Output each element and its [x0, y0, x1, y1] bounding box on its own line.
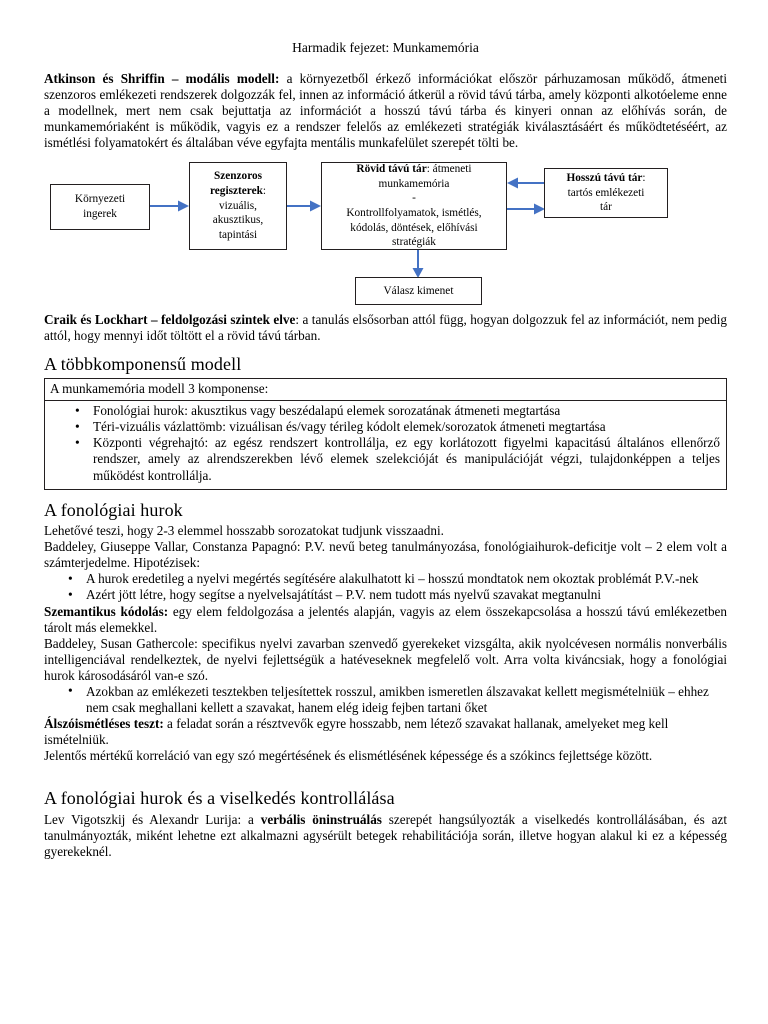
- semantic-coding-lead: Szemantikus kódolás:: [44, 603, 169, 619]
- diagram-box-response-output: [355, 277, 482, 305]
- alszo-test-text: a feladat során a résztvevők egyre hosszabb, nem létező szavakat hallanak, amelyeket meg kell ismételniük.: [44, 715, 669, 747]
- atkinson-paragraph: [44, 71, 727, 151]
- list-item: • Azért jött létre, hogy segítse a nyelvelsajátítást – P.V. nem tudott más nyelvű szavakat megtanulni: [44, 587, 727, 603]
- multicomponent-table-header: A munkamemória modell 3 komponense:: [45, 379, 726, 402]
- response-label: Válasz kimenet: [383, 284, 454, 297]
- hypotheses-list: [44, 571, 727, 603]
- arrow-env-to-sensory-icon: [150, 199, 190, 213]
- list-item: • A hurok eredetileg a nyelvi megértés segítésére alakulhatott ki – hosszú mondtatok nem okoztak problémát P.V.-nek: [44, 571, 727, 587]
- list-item: • Téri-vizuális vázlattömb: vizuálisan és/vagy térileg kódolt elemek/sorozatok átmeneti megtartása: [51, 419, 720, 435]
- ltm-title: Hosszú távú tár:: [566, 172, 646, 185]
- arrow-ltm-to-stm-icon: [507, 176, 545, 190]
- arrow-stm-to-response-icon: [411, 250, 425, 278]
- behavior-bold-term: verbális öninstruálás: [260, 811, 382, 827]
- behavior-part-1: Lev Vigotszkij és Alexandr Lurija: a: [44, 811, 261, 827]
- heading-behavior-control: A fonológiai hurok és a viselkedés kontrollálása: [44, 787, 395, 808]
- craik-paragraph: [44, 312, 727, 344]
- sensory-line-1: vizuális,: [219, 199, 257, 212]
- atkinson-shiffrin-diagram: [44, 162, 727, 310]
- phonological-loop-block: [44, 523, 727, 764]
- findings-list: [44, 684, 727, 716]
- arrow-stm-to-ltm-icon: [507, 202, 545, 216]
- stm-line-6: stratégiák: [392, 236, 436, 249]
- page-title: Harmadik fejezet: Munkamemória: [292, 40, 479, 55]
- craik-text: : a tanulás elsősorban attól függ, hogyan dolgozzuk fel az információt, nem pedig attól, hogy mennyi időt töltött el a rövid távú tárban.: [44, 312, 728, 344]
- sensory-title-1: Szenzoros: [213, 170, 263, 183]
- behavior-control-para: [44, 812, 727, 860]
- craik-lead: Craik és Lockhart – feldolgozási szintek elve: [44, 312, 296, 328]
- sensory-title-2: regiszterek:: [209, 185, 267, 198]
- stm-line-3: -: [412, 192, 416, 205]
- ltm-line-2: tartós emlékezeti: [567, 186, 645, 199]
- ltm-line-3: tár: [600, 201, 612, 214]
- env-line-2: ingerek: [83, 208, 117, 221]
- stm-title: Rövid távú tár: átmeneti: [356, 163, 472, 176]
- list-item: • Azokban az emlékezeti tesztekben teljesítettek rosszul, amikben ismeretlen álszavakat kellett megismételniük – ehhez nem csak meghallani kellett a szavakat, hanem elég ideig fejben tartani őket: [44, 684, 727, 716]
- stm-line-4: Kontrollfolyamatok, ismétlés,: [346, 207, 482, 220]
- sensory-line-3: tapintási: [218, 229, 258, 242]
- diagram-box-environmental-stimuli: [50, 184, 150, 230]
- atkinson-text: a környezetből érkező információkat először párhuzamosan működő, átmeneti szenzoros emlékezeti rendszerek dolgozzák fel, innen az információ átkerül a rövid távú tárba, amely központi alkotóeleme enne a modellnek, mert nem csak bejuttatja az információt a hosszú távú tárba és kinyeri onnan az előhívás során, de munkamemóriaként is működik, vagyis ez a rendszer felelős az emlékezeti stratégiák kiválasztásáért és működtetéséért, az ismétlési folyamatokért és általában véve egyfajta mentális munkafelület szerepét tölti be.: [44, 70, 727, 150]
- semantic-coding-para: [44, 604, 727, 636]
- diagram-box-sensory-registers: [189, 162, 287, 250]
- multicomponent-table-body: [45, 401, 726, 488]
- alszo-test-para: [44, 716, 727, 748]
- semantic-coding-text: egy elem feldolgozása a jelentés alapján, vagyis az elem összekapcsolása a hosszú távú emlékezetben tárolt más elemekkel.: [44, 603, 727, 635]
- phono-para-1: Lehetővé teszi, hogy 2-3 elemmel hosszabb sorozatokat tudjunk visszaadni.: [44, 523, 444, 539]
- behavior-part-2: szerepét hangsúlyozták a viselkedés kontrollálásában, és azt tanulmányozták, miként lehetne ezt alkalmazni agysérült betegek rehabilitációja során, illetve hogyan alakul ki ez a képesség gyerekeknél.: [44, 811, 728, 859]
- phono-para-3: Baddeley, Susan Gathercole: specifikus nyelvi zavarban szenvedő gyerekeket vizsgálta, akik nyolcévesen normális nonverbális intelligenciával rendelkeztek, de nyelvi fejlettségük a hatéveseknek megfelelő volt. Arra volta kiváncsiak, hogy a fonológiai hurok károsodásáról van-e szó.: [44, 635, 727, 683]
- diagram-box-short-term-store: [321, 162, 507, 250]
- behavior-control-block: [44, 812, 727, 860]
- heading-phonological-loop: A fonológiai hurok: [44, 499, 183, 520]
- env-line-1: Környezeti: [74, 193, 126, 206]
- phono-para-4: Jelentős mértékű korreláció van egy szó megértésének és elismétlésének képessége és a szókincs fejlettsége között.: [44, 747, 653, 763]
- phono-para-2: Baddeley, Giuseppe Vallar, Constanza Papagnó: P.V. nevű beteg tanulmányozása, fonológiaihurok-deficitje volt – 2 elem volt a számterjedelme. Hipotézisek:: [44, 539, 727, 571]
- stm-line-5: kódolás, döntések, előhívási: [350, 221, 478, 234]
- multicomponent-table: [44, 378, 727, 490]
- list-item: • Központi végrehajtó: az egész rendszert kontrollálja, ez egy korlátozott figyelmi kapacitású általános ellenőrző rendszer, amely az alrendszerekben lévő elemek szelekcióját és manipulációját végzi, tulajdonképpen a teljes működést kontrollálja.: [51, 435, 720, 483]
- atkinson-lead: Atkinson és Shriffin – modális modell:: [44, 70, 280, 86]
- diagram-box-long-term-store: [544, 168, 668, 218]
- multicomponent-bullet-list: [51, 403, 720, 483]
- stm-line-2: munkamemória: [378, 177, 450, 190]
- section-spacer: [44, 764, 727, 778]
- list-item: • Fonológiai hurok: akusztikus vagy beszédalapú elemek sorozatának átmeneti megtartása: [51, 403, 720, 419]
- arrow-sensory-to-stm-icon: [287, 199, 322, 213]
- sensory-line-2: akusztikus,: [212, 214, 264, 227]
- alszo-test-lead: Álszóismétléses teszt:: [44, 715, 164, 731]
- heading-multicomponent-model: A többkomponensű modell: [44, 354, 242, 375]
